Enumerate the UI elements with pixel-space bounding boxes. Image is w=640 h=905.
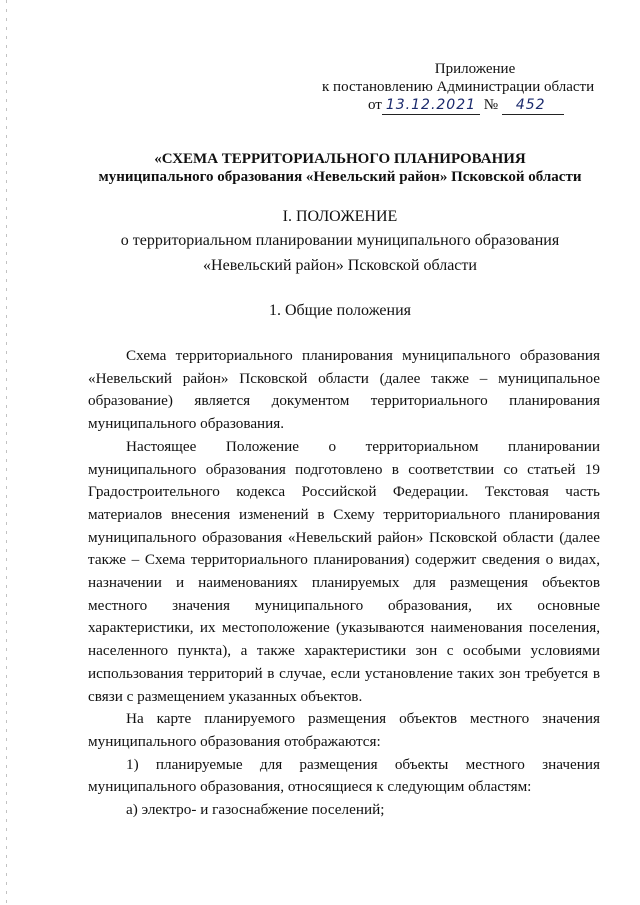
date-handwritten: 13.12.2021 xyxy=(385,97,477,113)
paragraph-4: 1) планируемые для размещения объекты местного значения муниципального образования, относящиеся к следующим областям: xyxy=(88,755,600,796)
paragraph-5: а) электро- и газоснабжение поселений; xyxy=(126,801,385,819)
subsection-heading: 1. Общие положения xyxy=(268,302,412,319)
appendix-label: Приложение xyxy=(434,61,516,77)
paragraph-2: Настоящее Положение о территориальном планировании муниципального образования подготовлено в соответствии со статьей 19 Градостроительного кодекса Российской Федерации. Текстовая часть материалов внесения изменений в Схему территориального планирования муниципального образования «Невельский район» Псковской области (далее также – Схема территориального планирования) содержит сведения о видах, назначении и наименованиях планируемых для размещения объектов местного значения муниципального образования, их основные характеристики, их местоположение (указываются наименования поселения, населенного пункта), а также характеристики зон с особыми условиями использования территорий в случае, если установление таких зон требуется в связи с размещением указанных объектов. xyxy=(88,437,600,705)
appendix-date-number xyxy=(368,96,600,115)
appendix-resolution: к постановлению Администрации области xyxy=(322,79,595,95)
scan-edge xyxy=(6,0,7,905)
number-field xyxy=(502,96,564,115)
appendix-block xyxy=(322,60,600,115)
date-field xyxy=(382,96,480,115)
date-prefix: от xyxy=(368,97,382,113)
body-text xyxy=(88,345,600,822)
number-handwritten: 452 xyxy=(515,97,546,113)
document-title-line1: «СХЕМА ТЕРРИТОРИАЛЬНОГО ПЛАНИРОВАНИЯ xyxy=(154,151,526,167)
section-heading: I. ПОЛОЖЕНИЕ xyxy=(282,208,398,225)
document-title xyxy=(60,150,620,186)
number-prefix: № xyxy=(483,97,499,113)
section-subtitle-2: «Невельский район» Псковской области xyxy=(203,257,477,274)
section-subtitle-1: о территориальном планировании муниципального образования xyxy=(120,232,560,249)
document-title-line2: муниципального образования «Невельский район» Псковской области xyxy=(98,169,582,185)
paragraph-1: Схема территориального планирования муниципального образования «Невельский район» Псковской области (далее также – муниципальное образование) является документом территориального планирования муниципального образования. xyxy=(88,347,600,433)
paragraph-3: На карте планируемого размещения объектов местного значения муниципального образования отображаются: xyxy=(88,710,600,750)
